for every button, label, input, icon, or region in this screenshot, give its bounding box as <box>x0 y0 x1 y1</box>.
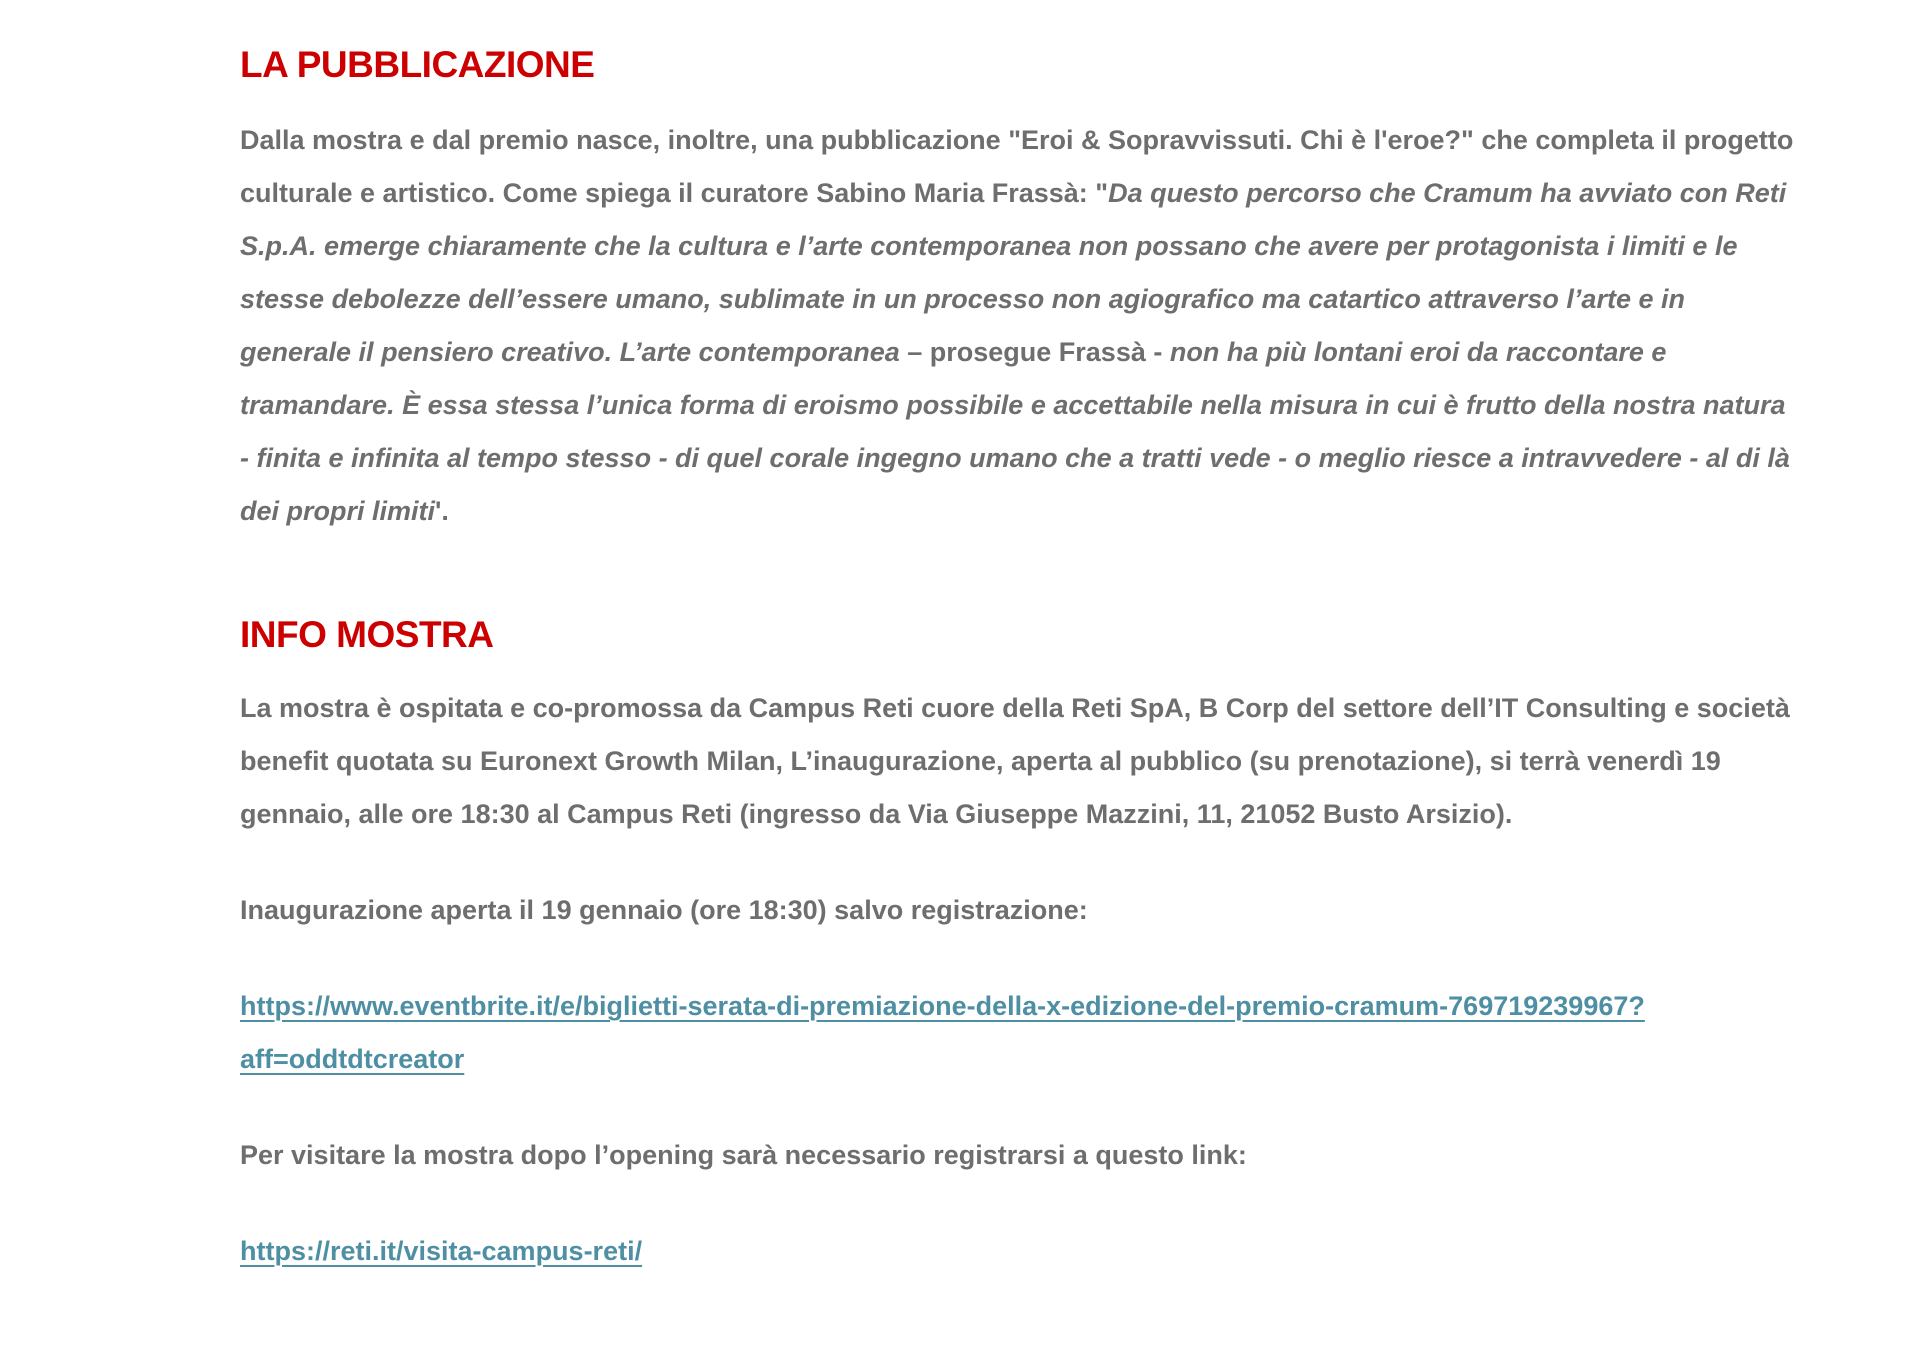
visit-text: Per visitare la mostra dopo l’opening sarà necessario registrarsi a questo link: <box>240 1140 1247 1170</box>
eventbrite-link-paragraph <box>240 980 1800 1086</box>
publication-intro: Dalla mostra e dal premio nasce, inoltre, una pubblicazione "Eroi & Sopravvissuti. Chi è l'eroe?" che completa il progetto culturale e artistico. Come spiega il curatore Sabino Maria Frassà: " <box>240 125 1794 208</box>
publication-paragraph <box>240 114 1800 538</box>
visit-campus-link[interactable]: https://reti.it/visita-campus-reti/ <box>240 1236 643 1266</box>
article-content <box>240 38 1800 1278</box>
visit-link-paragraph <box>240 1225 1800 1278</box>
publication-interjection: – prosegue Frassà - <box>899 337 1170 367</box>
eventbrite-link[interactable]: https://www.eventbrite.it/e/biglietti-serata-di-premiazione-della-x-edizione-del-premio-cramum-769719239967?aff=oddtdtcreator <box>240 991 1645 1074</box>
publication-quote-part2: non ha più lontani eroi da raccontare e tramandare. È essa stessa l’unica forma di eroismo possibile e accettabile nella misura in cui è frutto della nostra natura - finita e infinita al tempo stesso - di quel corale ingegno umano che a tratti vede - o meglio riesce a intravvedere - al di là dei propri limiti <box>240 337 1790 526</box>
info-description: La mostra è ospitata e co-promossa da Campus Reti cuore della Reti SpA, B Corp del settore dell’IT Consulting e società benefit quotata su Euronext Growth Milan, L’inaugurazione, aperta al pubblico (su prenotazione), si terrà venerdì 19 gennaio, alle ore 18:30 al Campus Reti (ingresso da Via Giuseppe Mazzini, 11, 21052 Busto Arsizio). <box>240 693 1790 829</box>
section-heading-info: INFO MOSTRA <box>240 614 494 655</box>
publication-closing: '. <box>435 496 449 526</box>
publication-quote-part1: Da questo percorso che Cramum ha avviato con Reti S.p.A. emerge chiaramente che la cultura e l’arte contemporanea non possano che avere per protagonista i limiti e le stesse debolezze dell’essere umano, sublimate in un processo non agiografico ma catartico attraverso l’arte e in generale il pensiero creativo. L’arte contemporanea <box>240 178 1787 367</box>
section-heading-publication: LA PUBBLICAZIONE <box>240 44 595 85</box>
inauguration-text: Inaugurazione aperta il 19 gennaio (ore 18:30) salvo registrazione: <box>240 895 1088 925</box>
